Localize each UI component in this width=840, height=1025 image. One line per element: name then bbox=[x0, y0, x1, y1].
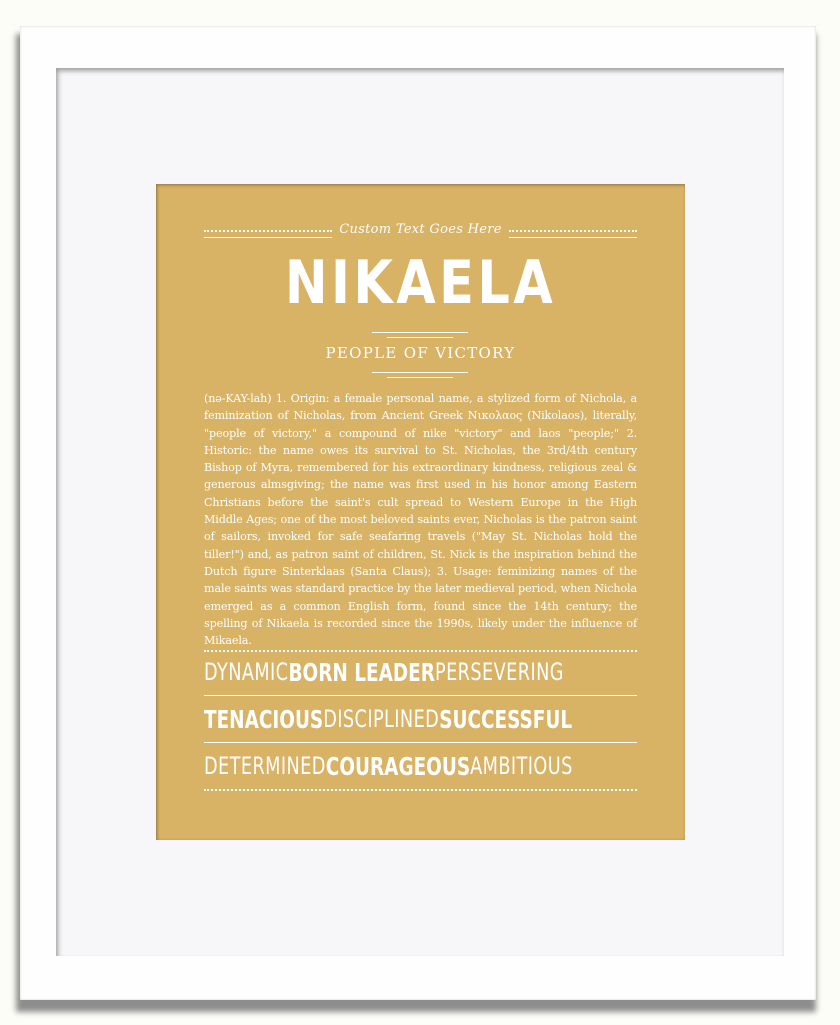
name-print bbox=[156, 184, 685, 840]
custom-text-row bbox=[204, 222, 637, 246]
trait-word: TENACIOUS bbox=[204, 705, 324, 734]
trait-word: SUCCESSFUL bbox=[439, 705, 573, 734]
trait-word: COURAGEOUS bbox=[325, 752, 471, 781]
trait-word: AMBITIOUS bbox=[470, 752, 573, 780]
trait-word: BORN LEADER bbox=[288, 658, 435, 687]
dotted-separator bbox=[204, 789, 637, 791]
name-title: NIKAELA bbox=[284, 248, 557, 318]
name-meaning: PEOPLE OF VICTORY bbox=[325, 344, 516, 362]
traits-row-3 bbox=[204, 752, 637, 781]
traits-divider bbox=[204, 742, 637, 743]
divider-rule bbox=[387, 337, 453, 338]
trait-word: PERSEVERING bbox=[434, 658, 564, 686]
traits-row-1 bbox=[204, 658, 637, 687]
dotted-divider-left bbox=[204, 230, 332, 238]
dotted-divider-right bbox=[509, 230, 637, 238]
divider-rule bbox=[387, 377, 453, 378]
traits-row-2 bbox=[204, 705, 637, 734]
name-definition: (nə-KAY-lah) 1. Origin: a female personal name, a stylized form of Nichola, a feminization of Nicholas, from Ancient Greek Νικολαος (Nikolaos), literally, "people of victory," a compound of nike "victory" and laos "people;" 2. Historic: the name owes its survival to St. Nicholas, the 3rd/4th century Bishop of Myra, remembered for his extraordinary kindness, religious zeal & generous almsgiving; the name was first used in his honor among Eastern Christians before the saint's cult spread to Western Europe in the High Middle Ages; one of the most beloved saints ever, Nicholas is the patron saint of sailors, invoked for safe seafaring travels ("May St. Nicholas hold the tiller!") and, as patron saint of children, St. Nick is the inspiration behind the Dutch figure Sinterklaas (Santa Claus); 3. Usage: feminizing names of the male saints was standard practice by the later medieval period, when Nichola emerged as a common English form, found since the 14th century; the spelling of Nikaela is recorded since the 1990s, likely under the influence of Mikaela. bbox=[204, 392, 637, 648]
trait-word: DISCIPLINED bbox=[323, 705, 440, 733]
trait-word: DYNAMIC bbox=[204, 658, 289, 686]
traits-divider bbox=[204, 695, 637, 696]
trait-word: DETERMINED bbox=[204, 752, 326, 780]
divider-rule bbox=[372, 372, 468, 373]
custom-text: Custom Text Goes Here bbox=[339, 222, 502, 237]
dotted-separator bbox=[204, 650, 637, 652]
divider-rule bbox=[372, 332, 468, 333]
